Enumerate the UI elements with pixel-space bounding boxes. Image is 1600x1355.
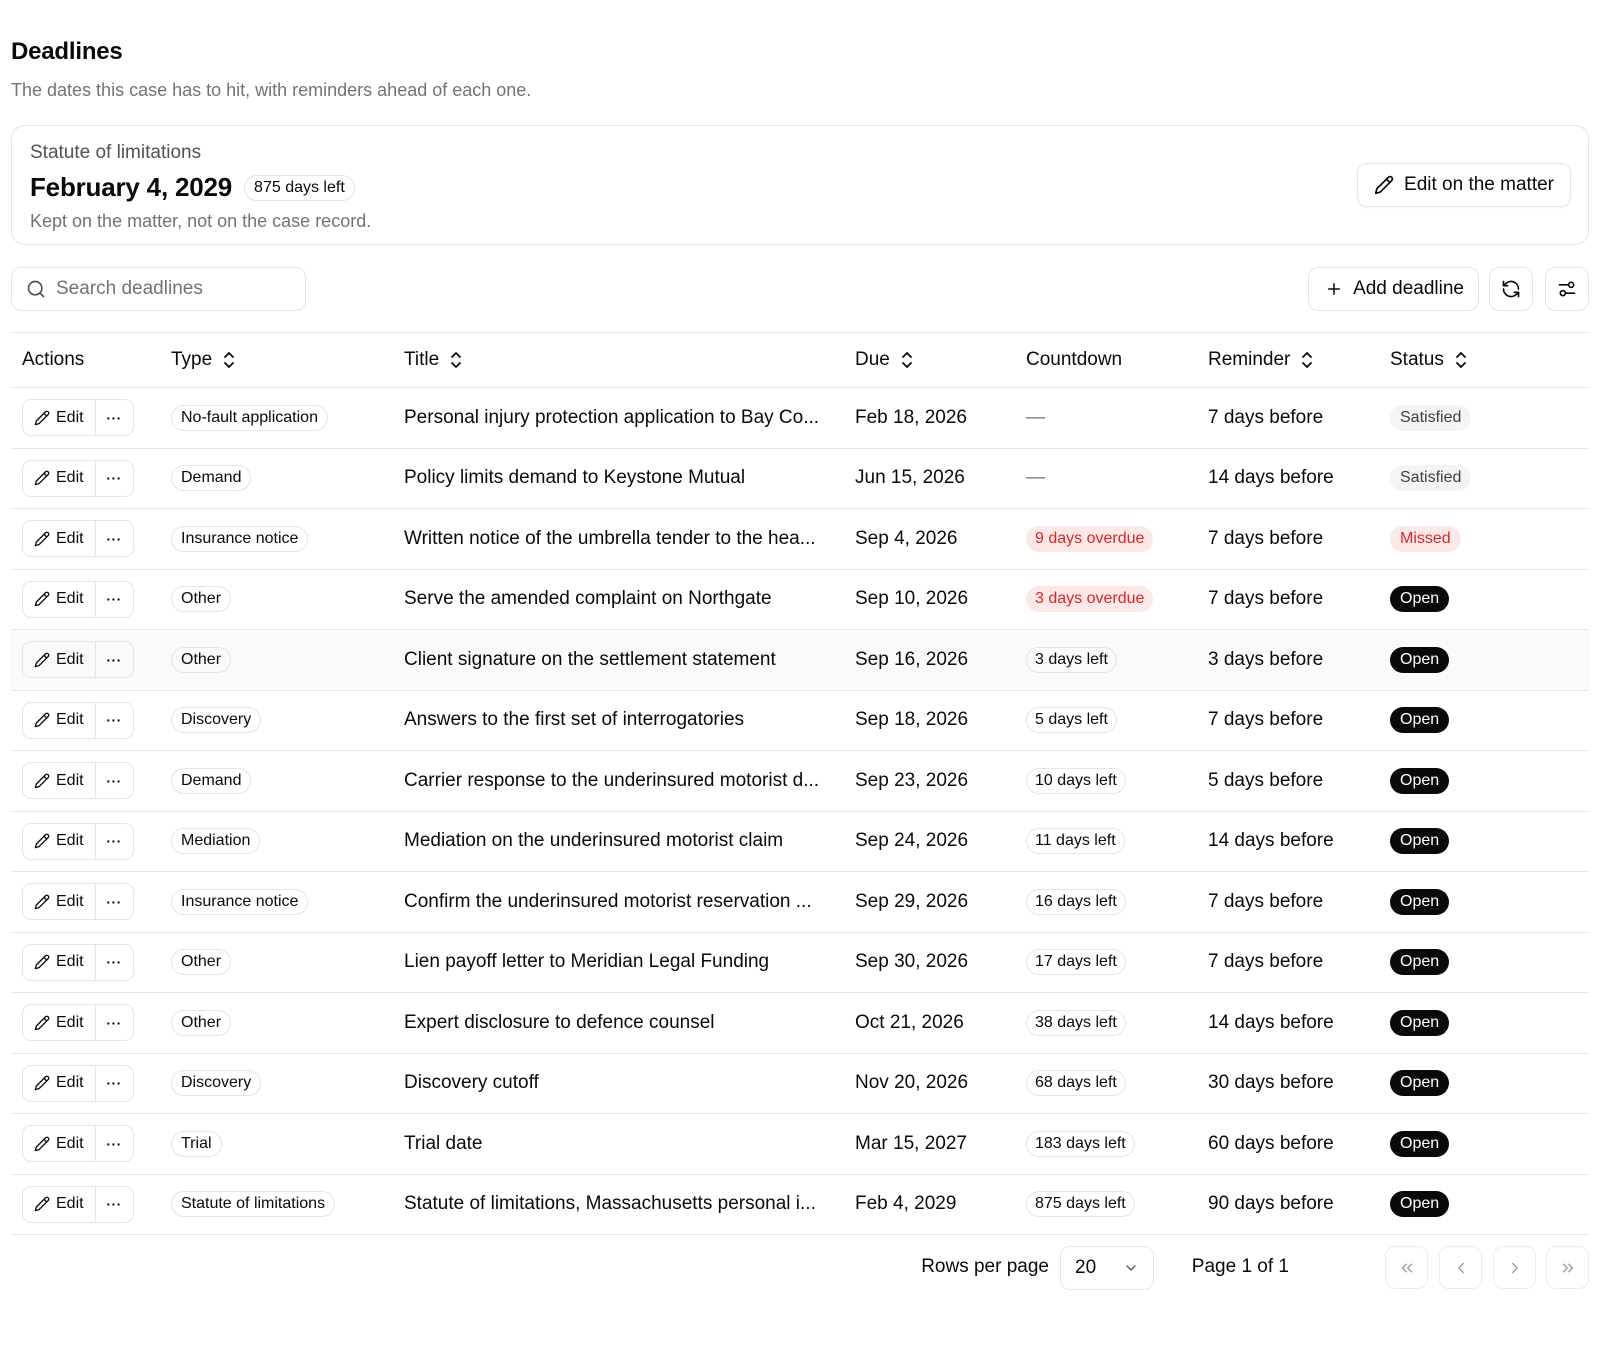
next-page-button[interactable] <box>1493 1246 1536 1289</box>
more-icon: ··· <box>106 651 122 668</box>
actions-cell <box>11 1114 160 1175</box>
countdown-empty: — <box>1026 406 1045 428</box>
edit-label: Edit <box>56 469 84 487</box>
row-actions <box>22 1186 134 1223</box>
type-badge: Mediation <box>171 828 260 854</box>
chevron-down-icon <box>1123 1260 1139 1276</box>
page-indicator: Page 1 of 1 <box>1191 1256 1289 1277</box>
column-due[interactable]: Due <box>844 333 1015 388</box>
edit-label: Edit <box>56 1134 84 1152</box>
status-cell <box>1379 1114 1589 1175</box>
more-icon: ··· <box>106 591 122 608</box>
type-badge: Other <box>171 647 231 673</box>
countdown-cell <box>1015 388 1197 449</box>
add-deadline-label: Add deadline <box>1353 278 1464 299</box>
more-actions-button[interactable] <box>96 945 133 980</box>
type-cell <box>160 569 393 630</box>
type-cell <box>160 811 393 872</box>
countdown-cell <box>1015 1174 1197 1235</box>
reminder-cell: 14 days before <box>1197 993 1379 1054</box>
search-box[interactable] <box>11 267 306 311</box>
pencil-icon <box>34 712 50 728</box>
countdown-badge: 10 days left <box>1026 768 1126 794</box>
pencil-icon <box>34 652 50 668</box>
table-row[interactable] <box>11 751 1589 812</box>
edit-on-matter-label: Edit on the matter <box>1404 174 1554 195</box>
row-actions <box>22 702 134 739</box>
title-cell[interactable]: Personal injury protection application to Bay Co... <box>393 388 844 449</box>
more-icon: ··· <box>106 1135 122 1152</box>
status-badge: Open <box>1390 889 1449 915</box>
countdown-cell <box>1015 932 1197 993</box>
last-page-button[interactable] <box>1546 1246 1589 1289</box>
pencil-icon <box>34 773 50 789</box>
table-row[interactable] <box>11 388 1589 449</box>
countdown-badge: 3 days overdue <box>1026 586 1153 612</box>
actions-cell <box>11 993 160 1054</box>
countdown-cell <box>1015 448 1197 509</box>
status-cell <box>1379 751 1589 812</box>
more-actions-button[interactable] <box>96 1066 133 1101</box>
type-badge: Other <box>171 586 231 612</box>
plus-icon <box>1325 280 1343 298</box>
type-cell <box>160 690 393 751</box>
more-icon: ··· <box>106 1075 122 1092</box>
status-badge: Satisfied <box>1390 405 1471 431</box>
more-actions-button[interactable] <box>96 703 133 738</box>
status-badge: Open <box>1390 768 1449 794</box>
countdown-cell <box>1015 872 1197 933</box>
search-input[interactable] <box>56 278 286 300</box>
type-cell <box>160 993 393 1054</box>
row-actions <box>22 1065 134 1102</box>
status-cell <box>1379 388 1589 449</box>
table-row[interactable] <box>11 932 1589 993</box>
edit-label: Edit <box>56 953 84 971</box>
table-row[interactable] <box>11 811 1589 872</box>
edit-label: Edit <box>56 529 84 547</box>
pencil-icon <box>34 894 50 910</box>
table-row[interactable] <box>11 569 1589 630</box>
table-header-row <box>11 333 1589 388</box>
sort-icon <box>449 351 463 369</box>
row-actions <box>22 823 134 860</box>
more-actions-button[interactable] <box>96 400 133 435</box>
refresh-icon <box>1501 279 1521 299</box>
first-page-button[interactable] <box>1385 1246 1428 1289</box>
column-reminder[interactable]: Reminder <box>1197 333 1379 388</box>
reminder-cell: 3 days before <box>1197 630 1379 691</box>
more-actions-button[interactable] <box>96 521 133 556</box>
row-actions <box>22 399 134 436</box>
table-row[interactable] <box>11 993 1589 1054</box>
edit-label: Edit <box>56 590 84 608</box>
pencil-icon <box>34 954 50 970</box>
edit-label: Edit <box>56 832 84 850</box>
rows-per-page-label: Rows per page <box>921 1256 1049 1277</box>
title-cell[interactable]: Expert disclosure to defence counsel <box>393 993 844 1054</box>
refresh-button[interactable] <box>1489 267 1533 311</box>
countdown-cell <box>1015 1114 1197 1175</box>
actions-cell <box>11 1174 160 1235</box>
type-cell <box>160 872 393 933</box>
type-cell <box>160 630 393 691</box>
edit-button[interactable] <box>23 945 96 980</box>
edit-button[interactable] <box>23 1005 96 1040</box>
deadlines-page <box>11 0 1589 1235</box>
status-badge: Open <box>1390 586 1449 612</box>
type-badge: No-fault application <box>171 405 328 431</box>
type-badge: Trial <box>171 1131 222 1157</box>
due-cell: Sep 16, 2026 <box>844 630 1015 691</box>
countdown-badge: 875 days left <box>1026 1191 1135 1217</box>
type-cell <box>160 751 393 812</box>
countdown-badge: 16 days left <box>1026 889 1126 915</box>
due-cell: Sep 24, 2026 <box>844 811 1015 872</box>
edit-label: Edit <box>56 1013 84 1031</box>
edit-button[interactable] <box>23 461 96 496</box>
page-subtitle: The dates this case has to hit, with reminders ahead of each one. <box>11 80 532 100</box>
type-cell <box>160 1053 393 1114</box>
row-actions <box>22 762 134 799</box>
type-cell <box>160 388 393 449</box>
edit-button[interactable] <box>23 1126 96 1161</box>
pencil-icon <box>34 531 50 547</box>
reminder-cell: 7 days before <box>1197 690 1379 751</box>
countdown-cell <box>1015 569 1197 630</box>
statute-of-limitations-card <box>11 125 1589 245</box>
more-actions-button[interactable] <box>96 582 133 617</box>
pencil-icon <box>34 410 50 426</box>
type-cell <box>160 448 393 509</box>
status-cell <box>1379 630 1589 691</box>
sliders-icon <box>1557 279 1577 299</box>
reminder-cell: 90 days before <box>1197 1174 1379 1235</box>
due-cell: Sep 10, 2026 <box>844 569 1015 630</box>
edit-label: Edit <box>56 892 84 910</box>
page-title: Deadlines <box>11 38 123 65</box>
column-status[interactable]: Status <box>1379 333 1589 388</box>
pencil-icon <box>34 1015 50 1031</box>
actions-cell <box>11 448 160 509</box>
countdown-empty: — <box>1026 467 1045 489</box>
more-actions-button[interactable] <box>96 884 133 919</box>
sort-icon <box>222 351 236 369</box>
reminder-cell: 30 days before <box>1197 1053 1379 1114</box>
edit-button[interactable] <box>23 1187 96 1222</box>
type-badge: Insurance notice <box>171 526 308 552</box>
statute-note: Kept on the matter, not on the case record. <box>30 211 372 231</box>
more-icon: ··· <box>106 954 122 971</box>
pencil-icon <box>34 1196 50 1212</box>
statute-label: Statute of limitations <box>30 142 202 163</box>
table-row[interactable] <box>11 1053 1589 1114</box>
title-cell[interactable]: Confirm the underinsured motorist reservation ... <box>393 872 844 933</box>
edit-button[interactable] <box>23 884 96 919</box>
more-actions-button[interactable] <box>96 1005 133 1040</box>
status-cell <box>1379 448 1589 509</box>
edit-label: Edit <box>56 711 84 729</box>
reminder-cell: 14 days before <box>1197 448 1379 509</box>
table-row[interactable] <box>11 630 1589 691</box>
pencil-icon <box>1374 175 1394 195</box>
due-cell: Feb 4, 2029 <box>844 1174 1015 1235</box>
reminder-cell: 60 days before <box>1197 1114 1379 1175</box>
pencil-icon <box>34 833 50 849</box>
actions-cell <box>11 811 160 872</box>
countdown-cell <box>1015 751 1197 812</box>
status-badge: Open <box>1390 707 1449 733</box>
actions-cell <box>11 872 160 933</box>
row-actions <box>22 520 134 557</box>
search-icon <box>26 279 46 299</box>
row-actions <box>22 581 134 618</box>
status-cell <box>1379 811 1589 872</box>
edit-button[interactable] <box>23 400 96 435</box>
sort-icon <box>1454 351 1468 369</box>
title-cell[interactable]: Policy limits demand to Keystone Mutual <box>393 448 844 509</box>
type-badge: Discovery <box>171 707 261 733</box>
more-actions-button[interactable] <box>96 824 133 859</box>
edit-label: Edit <box>56 650 84 668</box>
edit-label: Edit <box>56 1195 84 1213</box>
type-badge: Discovery <box>171 1070 261 1096</box>
actions-cell <box>11 569 160 630</box>
edit-label: Edit <box>56 408 84 426</box>
column-actions: Actions <box>11 333 160 388</box>
pencil-icon <box>34 1136 50 1152</box>
due-cell: Jun 15, 2026 <box>844 448 1015 509</box>
type-cell <box>160 1174 393 1235</box>
countdown-cell <box>1015 630 1197 691</box>
pagination <box>11 1246 1589 1290</box>
pencil-icon <box>34 1075 50 1091</box>
status-badge: Open <box>1390 1070 1449 1096</box>
reminder-cell: 14 days before <box>1197 811 1379 872</box>
reminder-cell: 7 days before <box>1197 388 1379 449</box>
status-cell <box>1379 569 1589 630</box>
more-icon: ··· <box>106 409 122 426</box>
statute-countdown-badge: 875 days left <box>244 175 355 201</box>
status-badge: Satisfied <box>1390 465 1471 491</box>
add-deadline-button[interactable] <box>1308 267 1479 311</box>
actions-cell <box>11 509 160 570</box>
title-cell[interactable]: Answers to the first set of interrogatories <box>393 690 844 751</box>
pencil-icon <box>34 591 50 607</box>
column-countdown: Countdown <box>1015 333 1197 388</box>
type-badge: Other <box>171 949 231 975</box>
actions-cell <box>11 690 160 751</box>
edit-button[interactable] <box>23 521 96 556</box>
countdown-cell <box>1015 993 1197 1054</box>
due-cell: Sep 30, 2026 <box>844 932 1015 993</box>
due-cell: Oct 21, 2026 <box>844 993 1015 1054</box>
more-actions-button[interactable] <box>96 1126 133 1161</box>
countdown-badge: 17 days left <box>1026 949 1126 975</box>
countdown-badge: 38 days left <box>1026 1010 1126 1036</box>
rows-per-page-value: 20 <box>1075 1257 1097 1278</box>
statute-date: February 4, 2029 <box>30 172 233 202</box>
table-body <box>11 388 1589 1235</box>
status-cell <box>1379 872 1589 933</box>
table-toolbar <box>11 267 1589 311</box>
status-cell <box>1379 993 1589 1054</box>
more-actions-button[interactable] <box>96 461 133 496</box>
actions-cell <box>11 932 160 993</box>
sort-icon <box>1300 351 1314 369</box>
more-icon: ··· <box>106 470 122 487</box>
view-options-button[interactable] <box>1545 267 1589 311</box>
row-actions <box>22 460 134 497</box>
due-cell: Nov 20, 2026 <box>844 1053 1015 1114</box>
table-row[interactable] <box>11 1114 1589 1175</box>
chevrons-left-icon <box>1398 1259 1416 1277</box>
more-actions-button[interactable] <box>96 1187 133 1222</box>
status-badge: Open <box>1390 949 1449 975</box>
title-cell[interactable]: Mediation on the underinsured motorist claim <box>393 811 844 872</box>
more-icon: ··· <box>106 893 122 910</box>
title-cell[interactable]: Carrier response to the underinsured motorist d... <box>393 751 844 812</box>
countdown-cell <box>1015 690 1197 751</box>
row-actions <box>22 1004 134 1041</box>
edit-label: Edit <box>56 1074 84 1092</box>
type-badge: Insurance notice <box>171 889 308 915</box>
reminder-cell: 7 days before <box>1197 569 1379 630</box>
title-cell[interactable]: Statute of limitations, Massachusetts personal i... <box>393 1174 844 1235</box>
edit-label: Edit <box>56 771 84 789</box>
countdown-badge: 5 days left <box>1026 707 1117 733</box>
table-row[interactable] <box>11 509 1589 570</box>
table-row[interactable] <box>11 872 1589 933</box>
more-icon: ··· <box>106 530 122 547</box>
pencil-icon <box>34 470 50 486</box>
chevron-left-icon <box>1452 1259 1470 1277</box>
more-icon: ··· <box>106 1196 122 1213</box>
more-icon: ··· <box>106 772 122 789</box>
reminder-cell: 7 days before <box>1197 509 1379 570</box>
countdown-badge: 11 days left <box>1026 828 1125 854</box>
title-cell[interactable]: Lien payoff letter to Meridian Legal Funding <box>393 932 844 993</box>
more-icon: ··· <box>106 712 122 729</box>
table-row[interactable] <box>11 690 1589 751</box>
title-cell[interactable]: Written notice of the umbrella tender to the hea... <box>393 509 844 570</box>
deadlines-table <box>11 332 1589 1235</box>
more-icon: ··· <box>106 1014 122 1031</box>
type-cell <box>160 1114 393 1175</box>
due-cell: Sep 4, 2026 <box>844 509 1015 570</box>
title-cell[interactable]: Serve the amended complaint on Northgate <box>393 569 844 630</box>
due-cell: Sep 23, 2026 <box>844 751 1015 812</box>
actions-cell <box>11 1053 160 1114</box>
status-cell <box>1379 1174 1589 1235</box>
more-actions-button[interactable] <box>96 763 133 798</box>
reminder-cell: 7 days before <box>1197 932 1379 993</box>
countdown-badge: 3 days left <box>1026 647 1117 673</box>
edit-button[interactable] <box>23 703 96 738</box>
chevrons-right-icon <box>1559 1259 1577 1277</box>
more-icon: ··· <box>106 833 122 850</box>
status-badge: Open <box>1390 1191 1449 1217</box>
countdown-badge: 9 days overdue <box>1026 526 1153 552</box>
status-cell <box>1379 1053 1589 1114</box>
type-badge: Statute of limitations <box>171 1191 335 1217</box>
status-badge: Open <box>1390 828 1449 854</box>
actions-cell <box>11 751 160 812</box>
countdown-badge: 183 days left <box>1026 1131 1135 1157</box>
edit-button[interactable] <box>23 763 96 798</box>
countdown-badge: 68 days left <box>1026 1070 1126 1096</box>
actions-cell <box>11 388 160 449</box>
type-cell <box>160 509 393 570</box>
status-cell <box>1379 932 1589 993</box>
due-cell: Mar 15, 2027 <box>844 1114 1015 1175</box>
status-cell <box>1379 690 1589 751</box>
title-cell[interactable]: Discovery cutoff <box>393 1053 844 1114</box>
status-badge: Missed <box>1390 526 1461 552</box>
type-badge: Demand <box>171 465 251 491</box>
row-actions <box>22 1125 134 1162</box>
status-cell <box>1379 509 1589 570</box>
type-cell <box>160 932 393 993</box>
title-cell[interactable]: Client signature on the settlement statement <box>393 630 844 691</box>
edit-on-matter-button[interactable] <box>1357 163 1571 207</box>
status-badge: Open <box>1390 1010 1449 1036</box>
rows-per-page-select[interactable] <box>1060 1246 1154 1290</box>
edit-button[interactable] <box>23 642 96 677</box>
status-badge: Open <box>1390 1131 1449 1157</box>
type-badge: Demand <box>171 768 251 794</box>
column-type[interactable]: Type <box>160 333 393 388</box>
table-row[interactable] <box>11 1174 1589 1235</box>
reminder-cell: 7 days before <box>1197 872 1379 933</box>
chevron-right-icon <box>1506 1259 1524 1277</box>
previous-page-button[interactable] <box>1439 1246 1482 1289</box>
more-actions-button[interactable] <box>96 642 133 677</box>
edit-button[interactable] <box>23 1066 96 1101</box>
edit-button[interactable] <box>23 824 96 859</box>
row-actions <box>22 641 134 678</box>
actions-cell <box>11 630 160 691</box>
type-badge: Other <box>171 1010 231 1036</box>
row-actions <box>22 944 134 981</box>
countdown-cell <box>1015 509 1197 570</box>
edit-button[interactable] <box>23 582 96 617</box>
reminder-cell: 5 days before <box>1197 751 1379 812</box>
column-title[interactable]: Title <box>393 333 844 388</box>
countdown-cell <box>1015 1053 1197 1114</box>
due-cell: Sep 18, 2026 <box>844 690 1015 751</box>
status-badge: Open <box>1390 647 1449 673</box>
countdown-cell <box>1015 811 1197 872</box>
row-actions <box>22 883 134 920</box>
sort-icon <box>900 351 914 369</box>
due-cell: Sep 29, 2026 <box>844 872 1015 933</box>
title-cell[interactable]: Trial date <box>393 1114 844 1175</box>
due-cell: Feb 18, 2026 <box>844 388 1015 449</box>
table-row[interactable] <box>11 448 1589 509</box>
